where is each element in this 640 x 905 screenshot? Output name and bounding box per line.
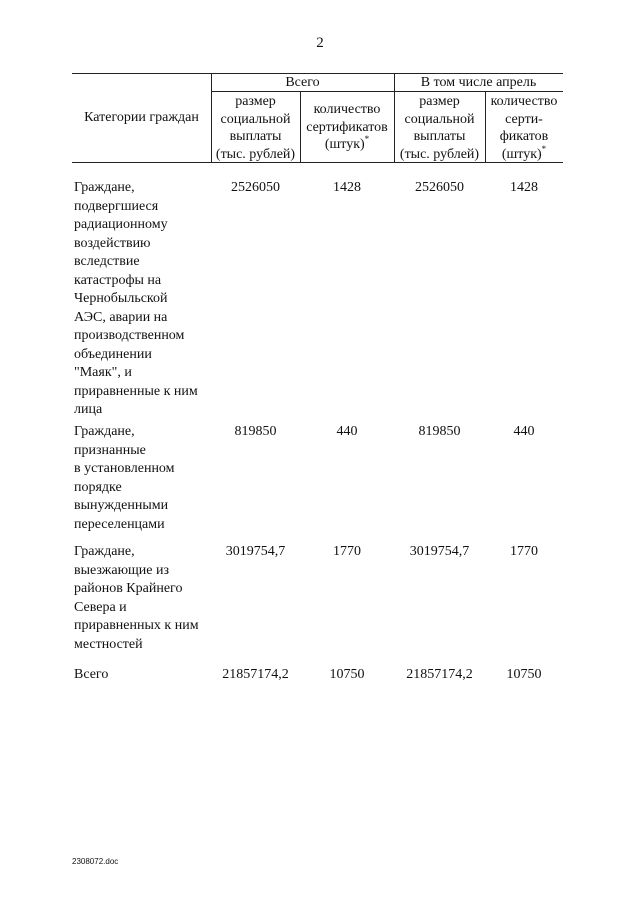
category-line: подвергшиеся — [74, 198, 159, 214]
category-line: Чернобыльской — [74, 291, 168, 306]
category-line: приравненные к ним — [74, 383, 198, 399]
table-row-category — [74, 179, 214, 420]
cell-april-certificates: 1428 — [510, 180, 538, 195]
category-line: Граждане, — [74, 180, 135, 195]
footnote-mark: * — [364, 134, 370, 144]
column-header-april-certificates — [485, 93, 563, 163]
cell-total-payment: 2526050 — [231, 180, 280, 195]
header-line: социальной — [220, 111, 291, 127]
header-line: (тыс. рублей) — [215, 146, 296, 162]
category-line: признанные — [74, 442, 146, 458]
category-line: производственном — [74, 328, 185, 343]
category-line: выезжающие из — [74, 562, 170, 578]
column-header-april-payment — [394, 93, 485, 163]
category-line: вынужденными — [74, 498, 169, 513]
category-line: "Маяк", и — [74, 365, 132, 380]
cell-april-payment: 21857174,2 — [406, 667, 473, 682]
category-line: порядке — [74, 479, 122, 495]
header-line-text: (штук) — [324, 137, 365, 152]
table-row-category — [74, 543, 214, 654]
column-header-total-payment — [211, 93, 300, 163]
cell-total-certificates: 10750 — [329, 667, 365, 682]
header-line: размер — [419, 94, 460, 109]
category-line: катастрофы на — [74, 272, 162, 288]
header-line: выплаты — [413, 129, 466, 144]
category-line: местностей — [74, 636, 143, 652]
category-line: вследствие — [74, 254, 140, 269]
header-line: (тыс. рублей) — [399, 146, 480, 162]
cell-total-certificates: 1428 — [333, 180, 361, 195]
column-header-total-certificates — [300, 101, 394, 154]
category-line: районов Крайнего — [74, 581, 183, 596]
header-line — [300, 136, 394, 154]
header-line-text: (штук) — [501, 146, 542, 162]
category-line: в установленном — [74, 461, 175, 476]
footnote-mark: * — [541, 143, 547, 154]
header-line: количество — [490, 94, 558, 109]
page-number: 2 — [316, 35, 324, 51]
header-line: серти- — [505, 111, 543, 127]
cell-april-payment: 2526050 — [415, 180, 464, 195]
cell-total-payment: 3019754,7 — [225, 544, 286, 559]
group-header-april — [394, 74, 563, 92]
category-line: АЭС, аварии на — [74, 309, 168, 325]
category-line: Граждане, — [74, 424, 135, 439]
cell-total-certificates: 1770 — [333, 544, 361, 559]
category-line: объединении — [74, 346, 152, 362]
cell-april-payment: 3019754,7 — [409, 544, 470, 559]
footer-filename: 2308072.doc — [72, 857, 119, 866]
cell-april-certificates: 440 — [513, 424, 535, 439]
column-header-category — [72, 109, 211, 127]
table-row-category — [74, 666, 214, 685]
category-line: лица — [74, 402, 103, 417]
cell-april-certificates: 10750 — [506, 667, 542, 682]
cell-april-payment: 819850 — [418, 424, 461, 439]
header-line: сертификатов — [306, 119, 388, 135]
cell-april-certificates: 1770 — [510, 544, 538, 559]
category-line: Севера и — [74, 599, 127, 615]
header-line: социальной — [404, 111, 475, 127]
category-line: воздействию — [74, 235, 151, 251]
category-header-label: Категории граждан — [84, 110, 199, 125]
header-line — [485, 143, 563, 164]
header-line: количество — [313, 102, 381, 117]
group-april-label: В том числе апрель — [420, 75, 537, 90]
header-line: фикатов — [499, 129, 549, 144]
category-line: радиационному — [74, 217, 168, 232]
table-row-category — [74, 423, 214, 534]
header-line: размер — [235, 94, 276, 109]
cell-total-payment: 21857174,2 — [222, 667, 289, 682]
category-line: Граждане, — [74, 544, 135, 559]
group-total-label: Всего — [285, 75, 320, 90]
category-line: приравненных к ним — [74, 618, 199, 633]
category-line: переселенцами — [74, 516, 165, 532]
cell-total-payment: 819850 — [234, 424, 277, 439]
cell-total-certificates: 440 — [336, 424, 358, 439]
header-line: выплаты — [229, 129, 282, 144]
category-line: Всего — [74, 667, 109, 682]
group-header-total — [211, 74, 394, 92]
